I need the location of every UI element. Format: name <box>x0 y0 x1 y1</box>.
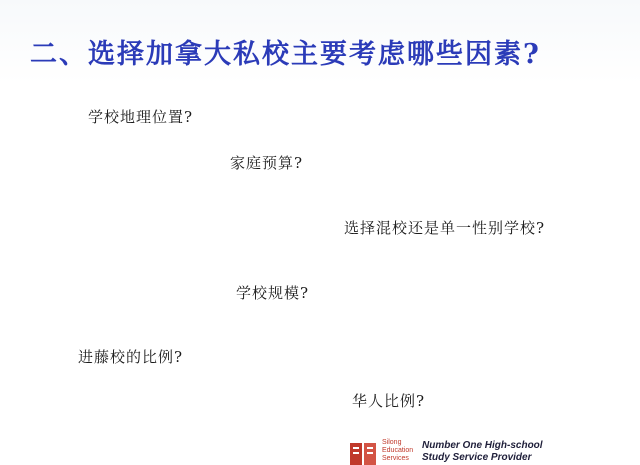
question-ivy-ratio: 进藤校的比例? <box>78 348 184 366</box>
logo-line-3: Services <box>382 455 409 462</box>
brand-text <box>422 440 543 464</box>
question-coed-or-single: 选择混校还是单一性别学校? <box>344 219 546 237</box>
logo-line-1: Silong <box>382 439 402 446</box>
question-school-size: 学校规模? <box>236 284 310 302</box>
question-budget: 家庭预算? <box>230 154 304 172</box>
brand-line-2: Study Service Provider <box>422 452 532 463</box>
brand-line-1: Number One High-school <box>422 440 543 451</box>
footer <box>340 436 640 465</box>
company-logo-icon <box>348 440 378 465</box>
question-chinese-ratio: 华人比例? <box>352 392 426 410</box>
question-location: 学校地理位置? <box>88 108 194 126</box>
logo-text <box>382 439 413 463</box>
logo-line-2: Education <box>382 447 414 454</box>
slide-title: 二、选择加拿大私校主要考虑哪些因素? <box>30 39 541 70</box>
